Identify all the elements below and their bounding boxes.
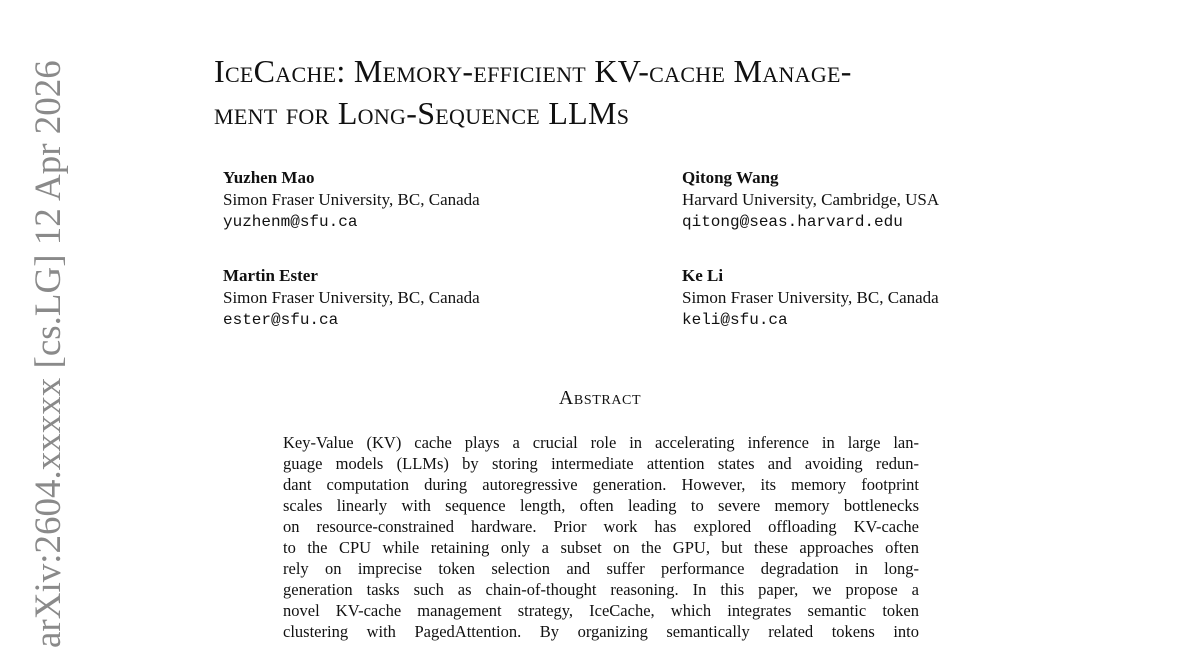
abstract-line: dant computation during autoregressive generation. However, its memory footprint	[283, 475, 919, 494]
arxiv-identifier-stamp: arXiv:2604.xxxxx [cs.LG] 12 Apr 2026	[28, 60, 69, 648]
author-name: Martin Ester	[223, 266, 318, 285]
author-block	[682, 167, 1102, 233]
author-affiliation: Simon Fraser University, BC, Canada	[682, 288, 939, 307]
abstract-body	[283, 432, 919, 642]
abstract-line: guage models (LLMs) by storing intermediate attention states and avoiding redun-	[283, 454, 919, 473]
abstract-line: novel KV-cache management strategy, IceCache, which integrates semantic token	[283, 601, 919, 620]
abstract-line: rely on imprecise token selection and suffer performance degradation in long-	[283, 559, 919, 578]
author-name: Ke Li	[682, 266, 724, 285]
author-block	[223, 265, 643, 331]
author-email: ester@sfu.ca	[223, 311, 339, 329]
abstract-line: generation tasks such as chain-of-thought reasoning. In this paper, we propose a	[283, 580, 919, 599]
abstract-line: Key-Value (KV) cache plays a crucial role in accelerating inference in large lan-	[283, 433, 919, 452]
author-email: yuzhenm@sfu.ca	[223, 213, 358, 231]
abstract-line: scales linearly with sequence length, often leading to severe memory bottlenecks	[283, 496, 919, 515]
author-affiliation: Harvard University, Cambridge, USA	[682, 190, 940, 209]
author-name: Yuzhen Mao	[223, 168, 315, 187]
author-affiliation: Simon Fraser University, BC, Canada	[223, 288, 480, 307]
author-email: qitong@seas.harvard.edu	[682, 213, 903, 231]
abstract-line: on resource-constrained hardware. Prior work has explored offloading KV-cache	[283, 517, 919, 536]
abstract-heading: Abstract	[558, 387, 642, 409]
paper-title-line-2: ment for Long-Sequence LLMs	[214, 95, 630, 131]
author-name: Qitong Wang	[682, 168, 779, 187]
author-block	[682, 265, 1102, 331]
paper-title	[214, 50, 1014, 134]
abstract-line: to the CPU while retaining only a subset on the GPU, but these approaches often	[283, 538, 919, 557]
paper-title-line-1: IceCache: Memory-efficient KV-cache Manage-	[214, 53, 852, 89]
author-affiliation: Simon Fraser University, BC, Canada	[223, 190, 480, 209]
author-email: keli@sfu.ca	[682, 311, 788, 329]
abstract-line: clustering with PagedAttention. By organizing semantically related tokens into	[283, 622, 919, 641]
author-block	[223, 167, 643, 233]
